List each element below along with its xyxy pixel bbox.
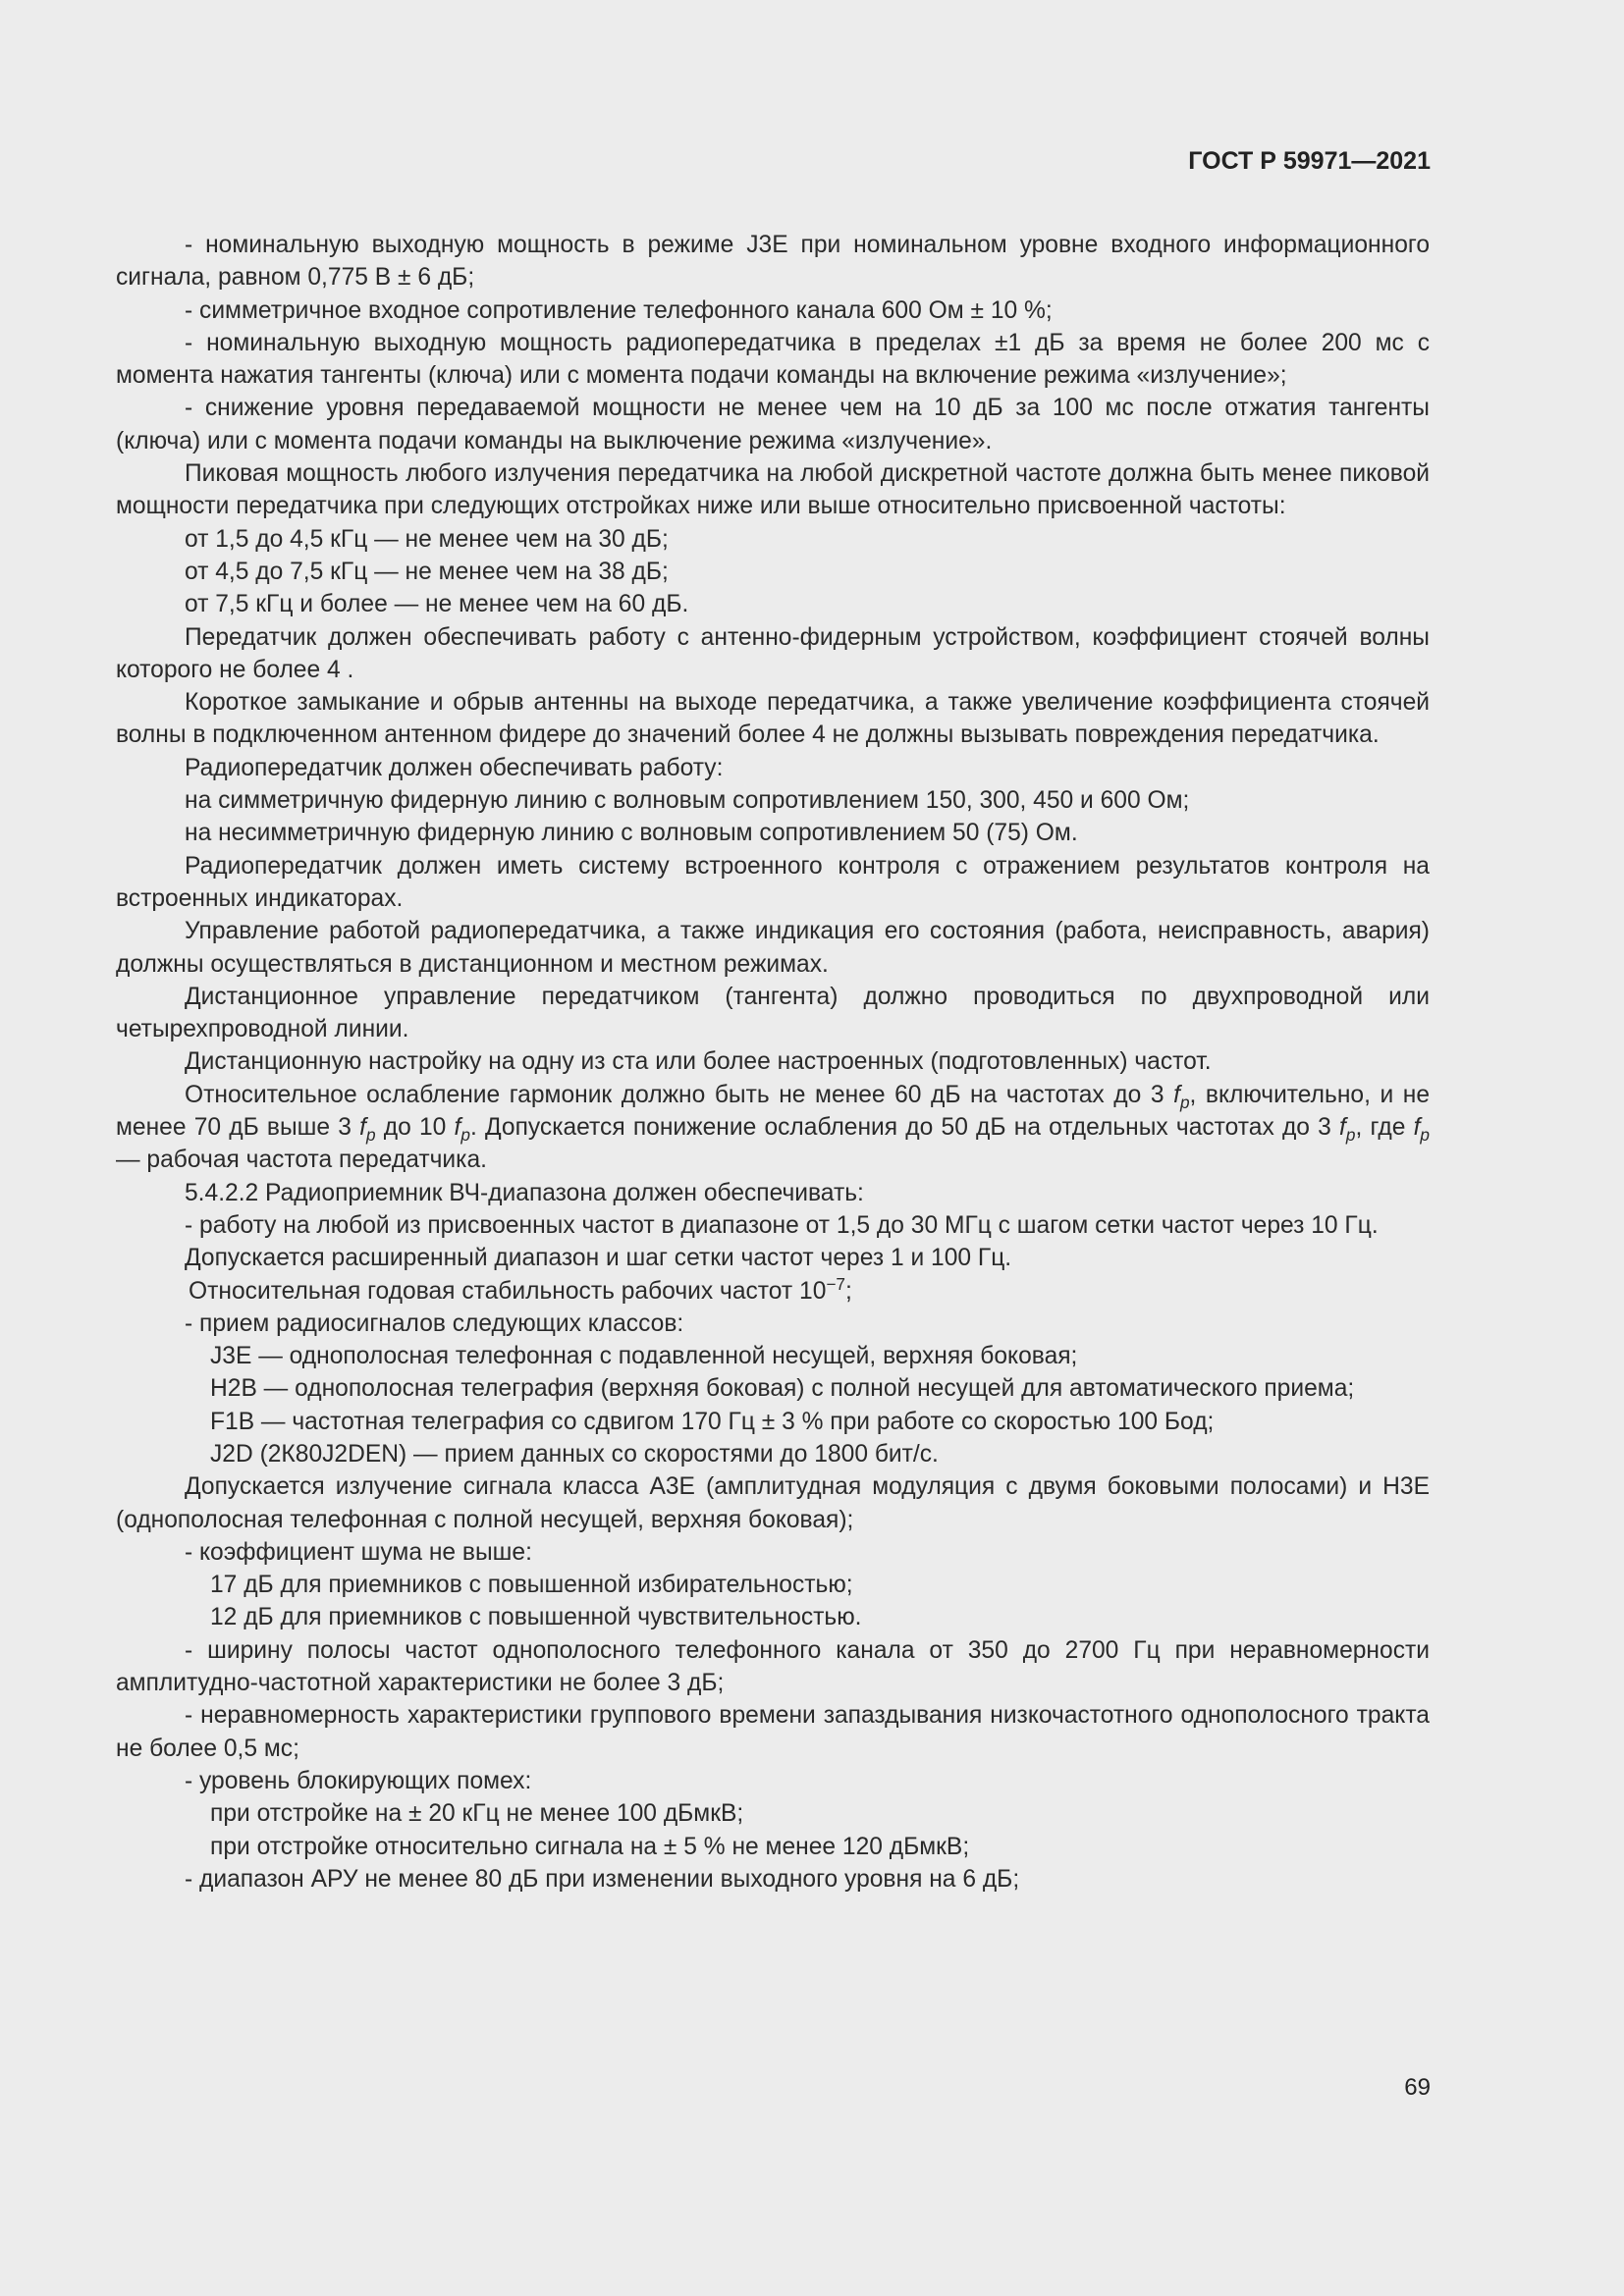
list-item: от 1,5 до 4,5 кГц — не менее чем на 30 дБ; — [185, 525, 669, 553]
list-item: от 4,5 до 7,5 кГц — не менее чем на 38 дБ; — [185, 558, 669, 585]
list-item: J3E — однополосная телефонная с подавленной несущей, верхняя боковая; — [210, 1343, 1078, 1370]
document-code: ГОСТ Р 59971—2021 — [1188, 147, 1431, 175]
list-item: J2D (2К80J2DEN) — прием данных со скоростями до 1800 бит/с. — [210, 1440, 939, 1468]
paragraph: Дистанционное управление передатчиком (тангента) должно проводиться по двухпроводной или четырехпроводной линии. — [116, 983, 1430, 1043]
section-heading: 5.4.2.2 Радиоприемник ВЧ-диапазона должен обеспечивать: — [185, 1179, 864, 1206]
paragraph: - снижение уровня передаваемой мощности не менее чем на 10 дБ за 100 мс после отжатия тангенты (ключа) или с момента подачи команды на выключение режима «излучение». — [116, 395, 1430, 454]
paragraph: Дистанционную настройку на одну из ста или более настроенных (подготовленных) частот. — [185, 1048, 1212, 1076]
list-item: 12 дБ для приемников с повышенной чувствительностью. — [210, 1604, 862, 1631]
text-run: . Допускается понижение ослабления до 50 дБ на отдельных частотах до 3 — [469, 1114, 1340, 1142]
paragraph: - прием радиосигналов следующих классов: — [185, 1309, 684, 1337]
paragraph: Передатчик должен обеспечивать работу с антенно-фидерным устройством, коэффициент стоячей волны которого не более 4 . — [116, 623, 1430, 683]
paragraph: - неравномерность характеристики группового времени запаздывания низкочастотного однополосного тракта не более 0,5 мс; — [116, 1702, 1430, 1762]
document-body — [116, 229, 1430, 1896]
paragraph: - ширину полосы частот однополосного телефонного канала от 350 до 2700 Гц при неравномерности амплитудно-частотной характеристики не более 3 дБ; — [116, 1636, 1430, 1697]
paragraph-harmonics — [116, 1079, 1430, 1177]
fp-symbol: $f_p$ — [1173, 1081, 1190, 1112]
paragraph: Допускается излучение сигнала класса A3E (амплитудная модуляция с двумя боковыми полосами) и H3E (однополосная телефонная с полной несущей, верхняя боковая); — [116, 1473, 1430, 1533]
page-number: 69 — [1404, 2074, 1431, 2101]
paragraph: Управление работой радиопередатчика, а также индикация его состояния (работа, неисправность, авария) должны осуществляться в дистанционном и местном режимах. — [116, 918, 1430, 978]
list-item: F1B — частотная телеграфия со сдвигом 170 Гц ± 3 % при работе со скоростью 100 Бод; — [210, 1408, 1215, 1435]
fp-symbol: $f_p$ — [359, 1114, 376, 1145]
text-run: , включительно, и не менее 70 дБ выше 3 — [116, 1081, 1431, 1142]
list-item: при отстройке относительно сигнала на ± 5 % не менее 120 дБмкВ; — [210, 1833, 970, 1860]
fp-symbol: $f_p$ — [1339, 1114, 1356, 1145]
paragraph-stability: Относительная годовая стабильность рабочих частот $10^{-7}$; — [189, 1273, 852, 1305]
list-item: при отстройке на ± 20 кГц не менее 100 дБмкВ; — [210, 1800, 744, 1828]
paragraph: - диапазон АРУ не менее 80 дБ при изменении выходного уровня на 6 дБ; — [185, 1865, 1020, 1893]
text-run: — рабочая частота передатчика. — [116, 1147, 487, 1174]
text-run: , где — [1355, 1114, 1414, 1142]
paragraph: - коэффициент шума не выше: — [185, 1538, 532, 1566]
list-item: на симметричную фидерную линию с волновым сопротивлением 150, 300, 450 и 600 Ом; — [185, 787, 1190, 815]
paragraph: Радиопередатчик должен иметь систему встроенного контроля с отражением результатов контроля на встроенных индикаторах. — [116, 852, 1430, 912]
text-run: Относительное ослабление гармоник должно быть не менее 60 дБ на частотах до 3 — [185, 1081, 1174, 1108]
paragraph: Допускается расширенный диапазон и шаг сетки частот через 1 и 100 Гц. — [185, 1245, 1012, 1272]
paragraph: Радиопередатчик должен обеспечивать работу: — [185, 754, 724, 781]
list-item: на несимметричную фидерную линию с волновым сопротивлением 50 (75) Ом. — [185, 820, 1078, 847]
fp-symbol: $f_p$ — [1413, 1114, 1430, 1145]
list-item: от 7,5 кГц и более — не менее чем на 60 дБ. — [185, 591, 689, 618]
paragraph: Короткое замыкание и обрыв антенны на выходе передатчика, а также увеличение коэффициента стоячей волны в подключенном антенном фидере до значений более 4 не должны вызывать повреждения передатчика. — [116, 689, 1430, 749]
paragraph: - уровень блокирующих помех: — [185, 1767, 532, 1794]
text-run: до 10 — [375, 1114, 455, 1142]
paragraph: Пиковая мощность любого излучения передатчика на любой дискретной частоте должна быть менее пиковой мощности передатчика при следующих отстройках ниже или выше относительно присвоенной частоты: — [116, 460, 1430, 520]
paragraph: - номинальную выходную мощность радиопередатчика в пределах ±1 дБ за время не более 200 мс с момента нажатия тангенты (ключа) или с момента подачи команды на включение режима «излучение»; — [116, 329, 1430, 390]
list-item: H2B — однополосная телеграфия (верхняя боковая) с полной несущей для автоматического приема; — [210, 1375, 1355, 1403]
paragraph: - симметричное входное сопротивление телефонного канала 600 Ом ± 10 %; — [185, 296, 1053, 324]
list-item: 17 дБ для приемников с повышенной избирательностью; — [210, 1572, 853, 1599]
fp-symbol: $f_p$ — [454, 1114, 470, 1145]
paragraph: - работу на любой из присвоенных частот в диапазоне от 1,5 до 30 МГц с шагом сетки частот через 10 Гц. — [185, 1211, 1379, 1239]
paragraph: - номинальную выходную мощность в режиме J3E при номинальном уровне входного информационного сигнала, равном 0,775 В ± 6 дБ; — [116, 232, 1430, 292]
